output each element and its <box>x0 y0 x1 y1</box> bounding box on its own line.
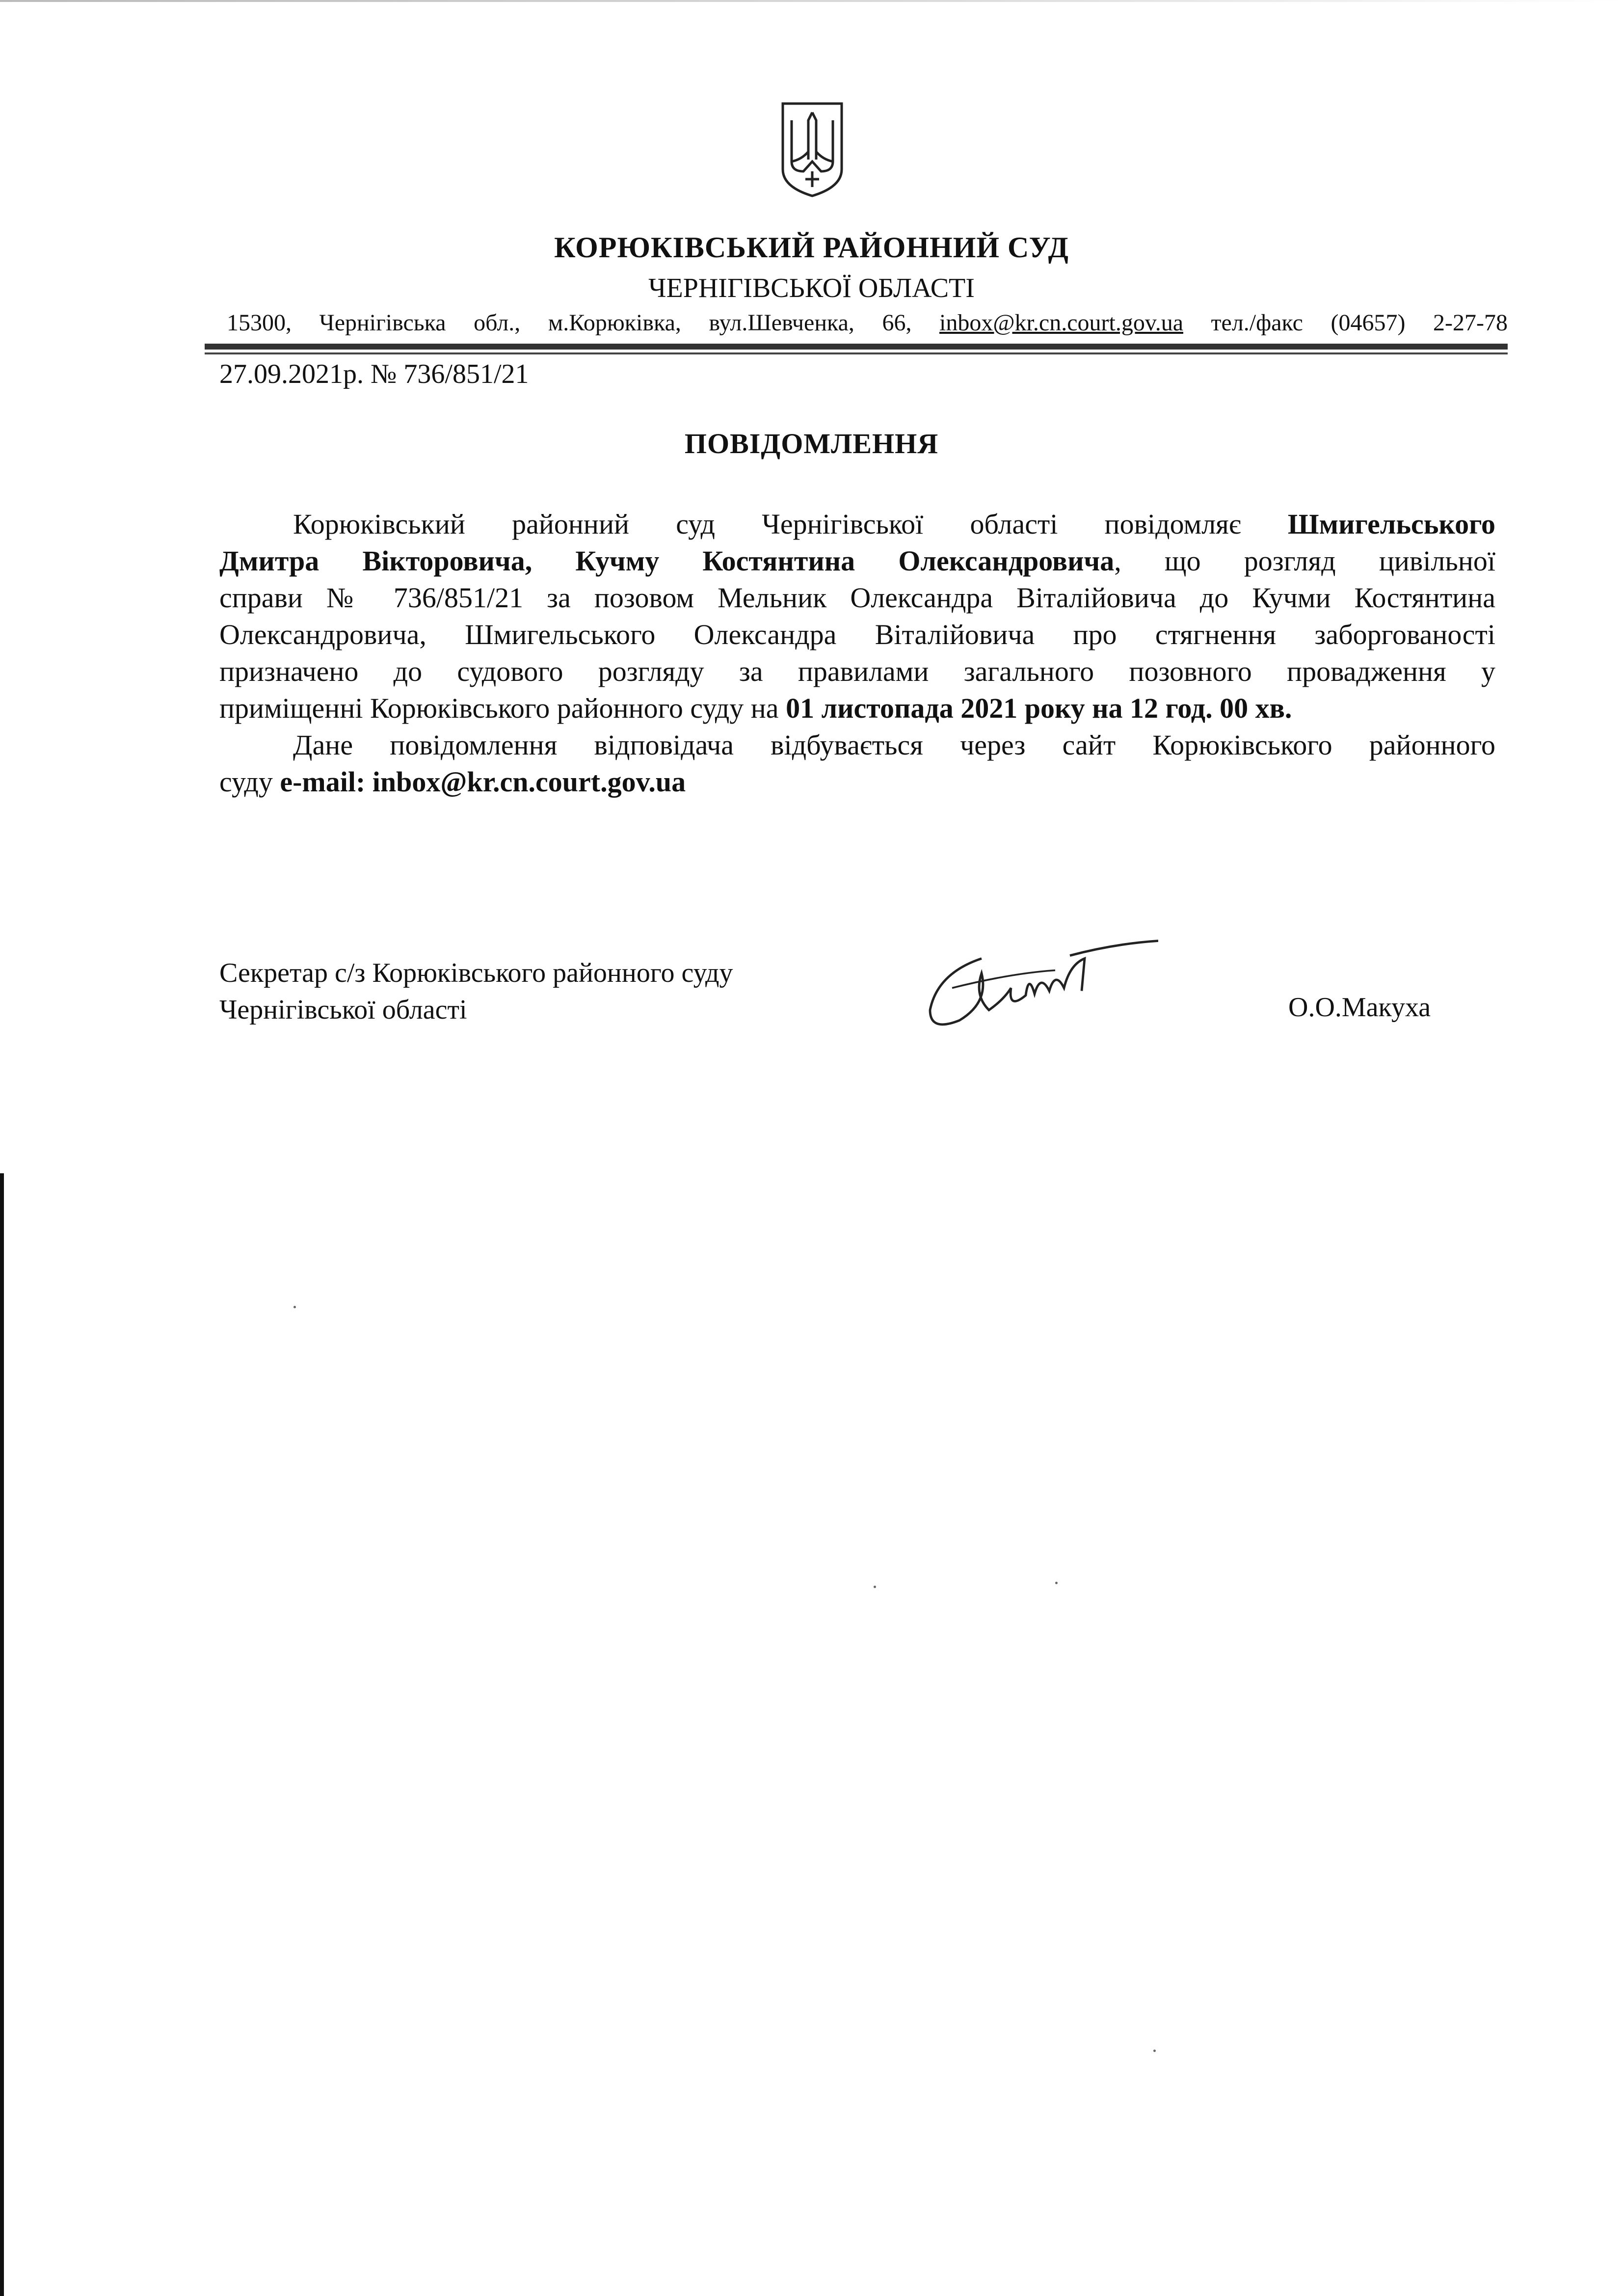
address-email-link[interactable]: inbox@kr.cn.court.gov.ua <box>939 310 1184 336</box>
body-line <box>219 542 1495 579</box>
document-title: ПОВІДОМЛЕННЯ <box>684 428 939 459</box>
body-line <box>219 727 1495 763</box>
body-text: призначено до судового розгляду за правилами загального позовного провадження у <box>219 655 1495 687</box>
body-text: Олександровича, Шмигельського Олександра Віталійовича про стягнення заборгованості <box>219 619 1495 650</box>
scan-speck <box>1055 1582 1058 1584</box>
body-line <box>219 616 1495 653</box>
scan-edge-left <box>0 1173 4 2296</box>
body-text-bold: 01 листопада 2021 року на 12 год. 00 хв. <box>786 692 1292 724</box>
body-text-bold: Дмитра Вікторовича, Кучму Костянтина Олександровича <box>219 545 1115 577</box>
body-text: суду <box>219 766 280 798</box>
header-rule-thick <box>205 344 1508 350</box>
court-address <box>227 309 1508 336</box>
coat-of-arms-trident-icon <box>778 101 847 199</box>
body-line <box>219 763 1495 800</box>
handwritten-signature <box>923 928 1158 1041</box>
body-text: справи № 736/851/21 за позовом Мельник Олександра Віталійовича до Кучми Костянтина <box>219 582 1495 614</box>
body-text: , що розгляд цивільної <box>1114 545 1495 577</box>
notice-body <box>219 506 1495 800</box>
body-text: приміщенні Корюківського районного суду на <box>219 692 786 724</box>
body-line <box>219 653 1495 690</box>
date-and-case-number: 27.09.2021р. № 736/851/21 <box>219 359 529 389</box>
signer-name: О.О.Макуха <box>1288 992 1431 1023</box>
address-phone: тел./факс (04657) 2-27-78 <box>1183 310 1508 336</box>
scan-speck <box>293 1306 296 1308</box>
body-text-bold: e-mail: inbox@kr.cn.court.gov.ua <box>280 766 686 798</box>
body-text: Корюківський районний суд Чернігівської області повідомляє <box>293 508 1288 540</box>
body-text: Дане повідомлення відповідача відбувається через сайт Корюківського районного <box>293 729 1495 761</box>
body-line <box>219 579 1495 616</box>
signatory-role <box>219 955 733 1028</box>
signatory-role-line1: Секретар с/з Корюківського районного суду <box>219 958 733 988</box>
scan-speck <box>874 1586 876 1588</box>
scan-speck <box>1153 2050 1156 2052</box>
header-rule-thin <box>205 352 1508 354</box>
body-text-bold: Шмигельського <box>1287 508 1495 540</box>
body-line <box>219 506 1495 542</box>
scan-edge-top <box>0 0 1623 2</box>
signatory-role-line2: Чернігівської області <box>219 995 467 1025</box>
court-region: ЧЕРНІГІВСЬКОЇ ОБЛАСТІ <box>648 273 975 303</box>
court-name: КОРЮКІВСЬКИЙ РАЙОННИЙ СУД <box>554 231 1069 264</box>
body-line <box>219 690 1495 727</box>
address-text: 15300, Чернігівська обл., м.Корюківка, вул.Шевченка, 66, <box>227 310 940 336</box>
